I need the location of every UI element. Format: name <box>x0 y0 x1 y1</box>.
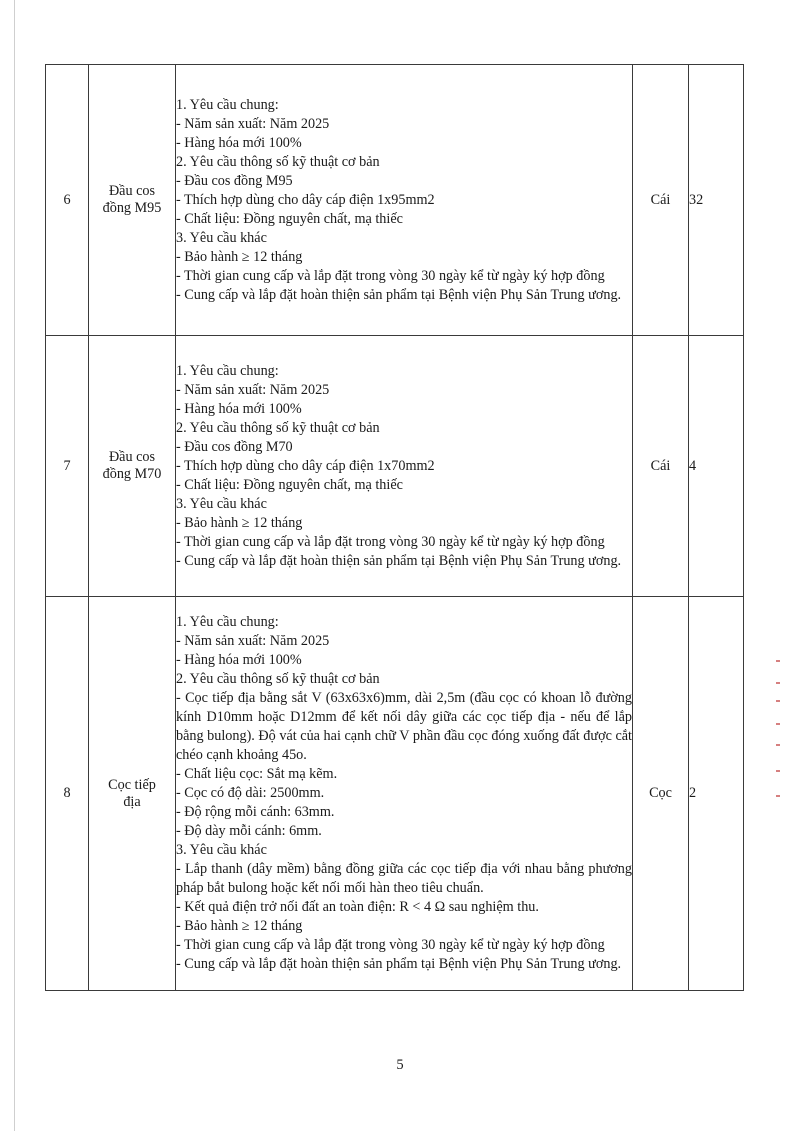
requirement-line: - Lắp thanh (dây mềm) bằng đồng giữa các cọc tiếp địa với nhau bằng phương pháp bắt bulong hoặc kết nối mối hàn theo tiêu chuẩn. <box>176 861 632 896</box>
requirement-line: - Thích hợp dùng cho dây cáp điện 1x95mm2 <box>176 191 435 208</box>
item-requirements <box>176 336 633 597</box>
item-name: Cọc tiếp địa <box>89 597 176 991</box>
requirement-line: 3. Yêu cầu khác <box>176 229 267 246</box>
item-name: Đầu cos đồng M95 <box>89 65 176 336</box>
requirement-line: - Năm sản xuất: Năm 2025 <box>176 633 330 649</box>
table-row <box>46 65 744 336</box>
margin-stamp-mark <box>776 660 784 800</box>
requirement-line: - Bảo hành ≥ 12 tháng <box>176 248 303 265</box>
requirement-line: 1. Yêu cầu chung: <box>176 96 279 113</box>
requirement-line: - Bảo hành ≥ 12 tháng <box>176 918 303 934</box>
item-unit: Cọc <box>633 597 689 991</box>
requirement-line: - Hàng hóa mới 100% <box>176 652 302 668</box>
item-quantity: 32 <box>689 65 744 336</box>
table-row <box>46 597 744 991</box>
scan-edge-line <box>14 0 15 1131</box>
requirement-line: - Kết quả điện trở nối đất an toàn điện: R < 4 Ω sau nghiệm thu. <box>176 899 539 915</box>
requirement-line: - Cung cấp và lắp đặt hoàn thiện sản phẩm tại Bệnh viện Phụ Sản Trung ương. <box>176 956 622 972</box>
item-quantity: 4 <box>689 336 744 597</box>
requirement-line: - Cọc có độ dài: 2500mm. <box>176 785 325 801</box>
requirement-line: - Hàng hóa mới 100% <box>176 134 302 151</box>
requirement-line: - Thích hợp dùng cho dây cáp điện 1x70mm2 <box>176 457 435 474</box>
requirement-line: - Thời gian cung cấp và lắp đặt trong vòng 30 ngày kể từ ngày ký hợp đồng <box>176 533 605 550</box>
requirement-line: - Đầu cos đồng M70 <box>176 438 293 455</box>
requirement-line: - Hàng hóa mới 100% <box>176 400 302 417</box>
requirement-line: 3. Yêu cầu khác <box>176 495 267 512</box>
requirement-line: - Chất liệu: Đồng nguyên chất, mạ thiếc <box>176 210 403 227</box>
page-number: 5 <box>396 1057 404 1073</box>
requirement-line: 2. Yêu cầu thông số kỹ thuật cơ bản <box>176 153 380 170</box>
requirement-line: - Năm sản xuất: Năm 2025 <box>176 115 330 132</box>
requirement-line: - Cung cấp và lắp đặt hoàn thiện sản phẩm tại Bệnh viện Phụ Sản Trung ương. <box>176 552 622 569</box>
item-requirements <box>176 65 633 336</box>
requirement-line: - Chất liệu: Đồng nguyên chất, mạ thiếc <box>176 476 403 493</box>
specification-table <box>45 64 744 991</box>
item-name: Đầu cos đồng M70 <box>89 336 176 597</box>
requirement-line: - Cung cấp và lắp đặt hoàn thiện sản phẩm tại Bệnh viện Phụ Sản Trung ương. <box>176 286 622 303</box>
table-row <box>46 336 744 597</box>
item-quantity: 2 <box>689 597 744 991</box>
item-requirements <box>176 597 633 991</box>
requirement-line: - Đầu cos đồng M95 <box>176 172 293 189</box>
requirement-line: 2. Yêu cầu thông số kỹ thuật cơ bản <box>176 419 380 436</box>
requirement-line: - Bảo hành ≥ 12 tháng <box>176 514 303 531</box>
item-unit: Cái <box>633 65 689 336</box>
row-number: 7 <box>46 336 89 597</box>
requirement-line: 1. Yêu cầu chung: <box>176 362 279 379</box>
requirement-line: 2. Yêu cầu thông số kỹ thuật cơ bản <box>176 671 380 687</box>
requirement-line: 1. Yêu cầu chung: <box>176 614 279 630</box>
requirement-line: 3. Yêu cầu khác <box>176 842 267 858</box>
requirement-line: - Năm sản xuất: Năm 2025 <box>176 381 330 398</box>
requirement-line: - Độ dày mỗi cánh: 6mm. <box>176 823 322 839</box>
requirement-line: - Cọc tiếp địa bằng sắt V (63x63x6)mm, dài 2,5m (đầu cọc có khoan lỗ đường kính D10mm hoặc D12mm để kết nối dây giữa các cọc tiếp địa - nếu để lắp bằng bulong). Độ vát của hai cạnh chữ V phần đầu cọc đóng xuống đất được cắt chéo cạnh khoảng 45o. <box>176 690 632 763</box>
requirement-line: - Chất liệu cọc: Sắt mạ kẽm. <box>176 766 338 782</box>
row-number: 6 <box>46 65 89 336</box>
item-unit: Cái <box>633 336 689 597</box>
requirement-line: - Thời gian cung cấp và lắp đặt trong vòng 30 ngày kể từ ngày ký hợp đồng <box>176 267 605 284</box>
row-number: 8 <box>46 597 89 991</box>
requirement-line: - Độ rộng mỗi cánh: 63mm. <box>176 804 335 820</box>
requirement-line: - Thời gian cung cấp và lắp đặt trong vòng 30 ngày kể từ ngày ký hợp đồng <box>176 937 605 953</box>
